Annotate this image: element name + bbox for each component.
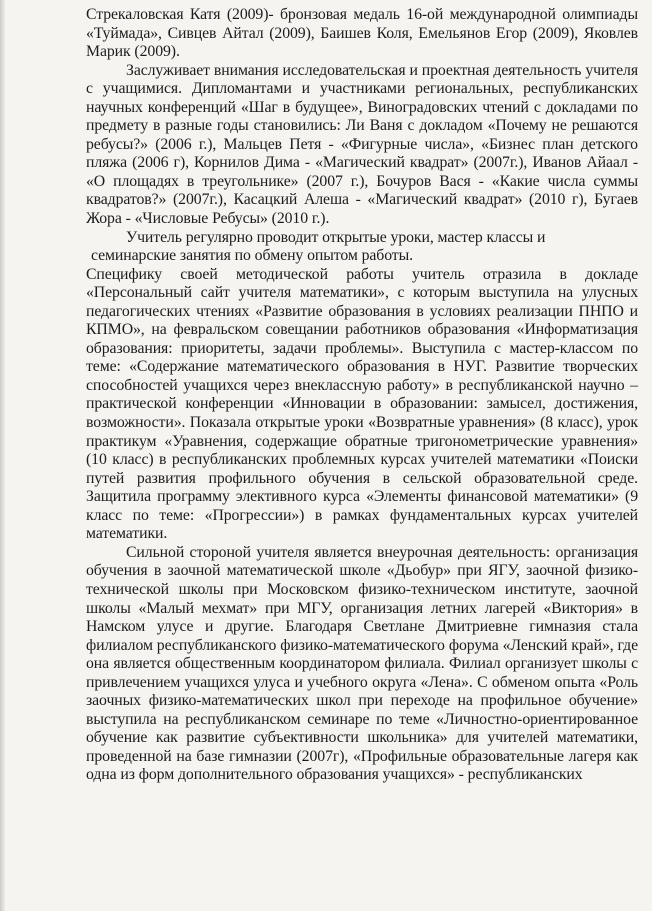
paragraph-open-lessons: Учитель регулярно проводит открытые уроки, мастер классы и — [126, 228, 546, 246]
paragraph-research-activity: Заслуживает внимания исследовательская и проектная деятельность учителя с учащимися. Дипломантами и участниками региональных, республиканских научных конференций «Шаг в будущее», Виноградовских чтений с докладами по предмету в разные годы становились: Ли Ваня с докладом «Почему не решаются ребусы?» (2006 г.), Мальцев Петя - «Фигурные числа», «Бизнес план детского пляжа (2006 г), Корнилов Дима - «Магический квадрат» (2007г.), Иванов Айаал - «О площадях в треугольнике» (2007 г.), Бочуров Вася - «Какие числа суммы квадратов?» (2007г.), Касацкий Алеша - «Магический квадрат» (2010 г), Бугаев Жора - «Числовые Ребусы» (2010 г.). — [86, 61, 638, 228]
paragraph-olympiad-results: Стрекаловская Катя (2009)- бронзовая медаль 16-ой международной олимпиады «Туймада», Сивцев Айтал (2009), Баишев Коля, Емельянов Егор (2009), Яковлев Марик (2009). — [86, 6, 638, 61]
page-edge-shadow — [0, 0, 5, 911]
paragraph-methodical-work: Специфику своей методической работы учитель отразила в докладе «Персональный сайт учителя математики», с которым выступила на улусных педагогических чтениях «Развитие образования в условиях реализации ПНПО и КПМО», на февральском совещании работников образования «Информатизация образования: приоритеты, задачи проблемы». Выступила с мастер-классом по теме: «Содержание математического образования в НУГ. Развитие творческих способностей учащихся через внеклассную работу» в республиканской научно – практической конференции «Инновации в образовании: замысел, достижения, возможности». Показала открытые уроки «Возвратные уравнения» (8 класс), урок практикум «Уравнения, содержащие обратные тригонометрические уравнения» (10 класс) в республиканских проблемных курсах учителей математики «Поиски путей развития профильного обучения в сельской образовательной среде. Защитила программу элективного курса «Элементы финансовой математики» (9 класс по теме: «Прогрессии») в рамках фундаментальных курсах учителей математики. — [86, 265, 638, 543]
document-body — [86, 6, 638, 785]
paragraph-extracurricular: Сильной стороной учителя является внеурочная деятельность: организация обучения в заочной математической школе «Дьобур» при ЯГУ, заочной физико-технической школы при Московском физико-техническом институте, заочной школы «Малый мехмат» при МГУ, организация летних лагерей «Виктория» в Намском улусе и другие. Благодаря Светлане Дмитриевне гимназия стала филиалом республиканского физико-математического форума «Ленский край», где она является общественным координатором филиала. Филиал организует школы с привлечением учащихся улуса и учебного округа «Лена». С обменом опыта «Роль заочных физико-математических школ при переходе на профильное обучение» выступила на республиканском семинаре по теме «Личностно-ориентированное обучение как развитие субъективности школьника» для учителей математики, проведенной на базе гимназии (2007г), «Профильные образовательные лагеря как одна из форм дополнительного образования учащихся» - республиканских — [86, 543, 638, 784]
paragraph-seminars: семинарские занятия по обмену опытом работы. — [91, 247, 413, 265]
